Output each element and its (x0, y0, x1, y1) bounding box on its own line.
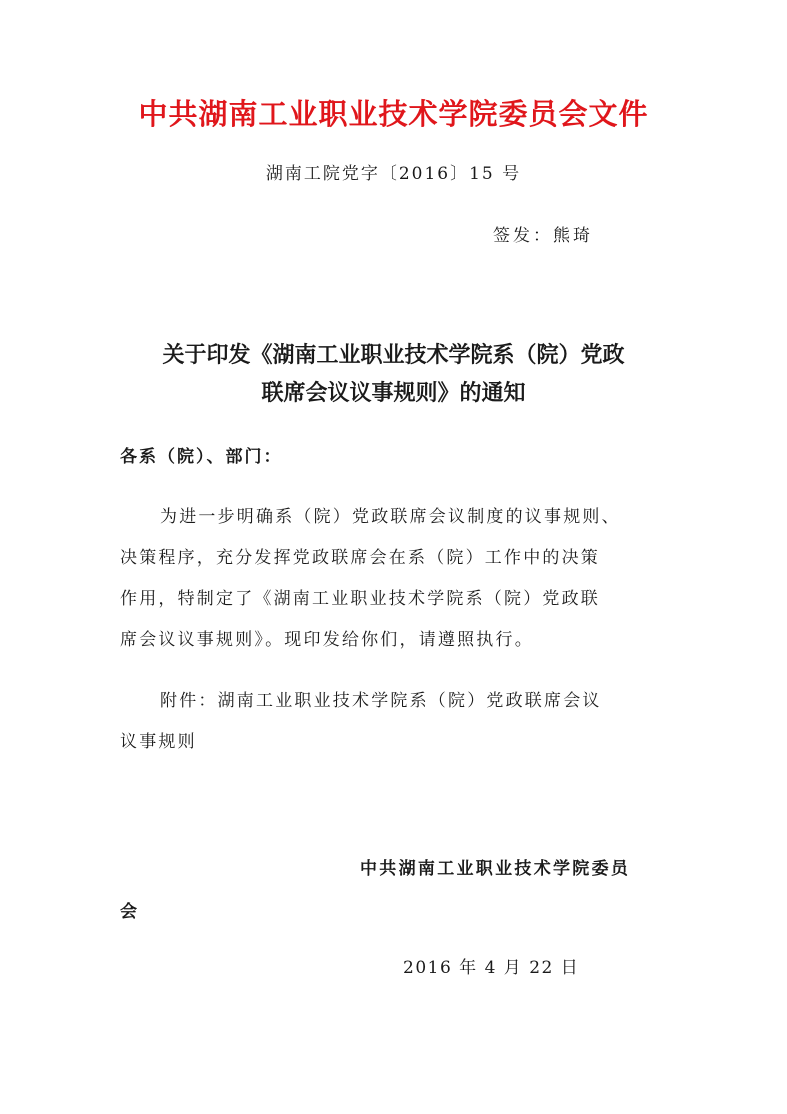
body-line: 决策程序，充分发挥党政联席会在系（院）工作中的决策 (120, 548, 600, 568)
notice-title-line-1: 关于印发《湖南工业职业技术学院系（院）党政 (162, 343, 625, 368)
body-line: 席会议议事规则》。现印发给你们，请遵照执行。 (120, 630, 534, 650)
attachment-paragraph (120, 681, 667, 763)
body-line: 为进一步明确系（院）党政联席会议制度的议事规则、 (160, 507, 621, 527)
document-date: 2016 年 4 月 22 日 (403, 958, 580, 978)
notice-title (100, 337, 687, 413)
attachment-line: 议事规则 (120, 732, 197, 752)
signature-line-1: 中共湖南工业职业技术学院委员 (360, 859, 631, 879)
body-line: 作用，特制定了《湖南工业职业技术学院系（院）党政联 (120, 589, 600, 609)
document-header-title: 中共湖南工业职业技术学院委员会文件 (138, 97, 649, 131)
attachment-line: 附件：湖南工业职业技术学院系（院）党政联席会议 (160, 691, 602, 711)
signature-block (120, 848, 667, 934)
document-number: 湖南工院党字〔2016〕15 号 (265, 164, 522, 184)
body-paragraph-1 (120, 497, 667, 661)
salutation: 各系（院）、部门： (120, 447, 283, 467)
issuer-signature: 签发：熊琦 (493, 226, 593, 246)
signature-line-2: 会 (120, 902, 140, 922)
notice-title-line-2: 联席会议议事规则》的通知 (261, 381, 526, 406)
